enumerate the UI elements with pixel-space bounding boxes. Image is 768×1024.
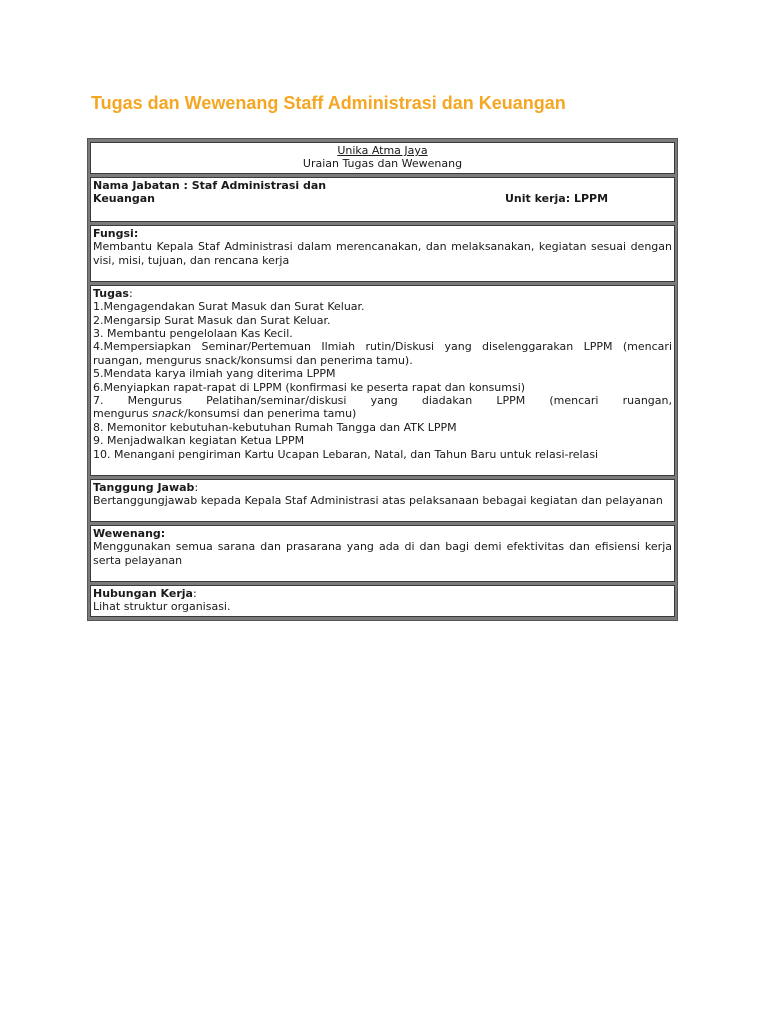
item7-text-italic: snack [152, 407, 185, 421]
header-cell [90, 142, 675, 174]
wewenang-text: Menggunakan semua sarana dan prasarana yang ada di dan bagi demi efektivitas dan efisiensi kerja serta pelayanan [93, 540, 672, 567]
hubungan-row [90, 585, 675, 617]
hubungan-colon: : [192, 586, 197, 600]
hubungan-text: Lihat struktur organisasi. [93, 600, 231, 614]
jabatan-row [90, 177, 675, 222]
tanggung-jawab-text: Bertanggungjawab kepada Kepala Staf Administrasi atas pelaksanaan bebagai kegiatan dan pelayanan [93, 494, 663, 508]
job-title-line1: Nama Jabatan : Staf Administrasi dan [93, 178, 327, 192]
hubungan-heading-line [93, 587, 672, 600]
list-item: 3. Membantu pengelolaan Kas Kecil. [93, 327, 293, 341]
list-item: 9. Menjadwalkan kegiatan Ketua LPPM [93, 434, 305, 448]
tanggung-jawab-cell [90, 479, 675, 522]
org-name: Unika Atma Jaya [337, 144, 428, 157]
fungsi-cell [90, 225, 675, 282]
job-description-table [87, 138, 678, 621]
tugas-heading: Tugas [93, 286, 129, 300]
tanggung-jawab-row [90, 479, 675, 522]
tugas-row [90, 285, 675, 476]
list-item-7-line1: 7. Mengurus Pelatihan/seminar/diskusi yang diadakan LPPM (mencari ruangan, [93, 394, 672, 408]
tugas-heading-line [93, 287, 672, 300]
work-unit: Unit kerja: LPPM [505, 191, 609, 205]
job-title [93, 179, 353, 206]
wewenang-row [90, 525, 675, 582]
tanggung-jawab-heading-line [93, 481, 672, 494]
fungsi-text: Membantu Kepala Staf Administrasi dalam merencanakan, dan melaksanakan, kegiatan sesuai dengan visi, misi, tujuan, dan rencana kerja [93, 240, 672, 267]
list-item: 6.Menyiapkan rapat-rapat di LPPM (konfirmasi ke peserta rapat dan konsumsi) [93, 380, 526, 394]
hubungan-heading: Hubungan Kerja [93, 586, 193, 600]
wewenang-heading: Wewenang: [93, 526, 166, 540]
fungsi-row [90, 225, 675, 282]
list-item: 2.Mengarsip Surat Masuk dan Surat Keluar. [93, 313, 331, 327]
list-item: 1.Mengagendakan Surat Masuk dan Surat Keluar. [93, 300, 365, 314]
job-title-line2: Keuangan [93, 192, 156, 206]
item7-text-a: mengurus [93, 407, 153, 421]
tanggung-jawab-heading: Tanggung Jawab [93, 480, 195, 494]
list-item: 5.Mendata karya ilmiah yang diterima LPPM [93, 367, 336, 381]
doc-subtitle: Uraian Tugas dan Wewenang [302, 157, 463, 171]
item7-text-b: /konsumsi dan penerima tamu) [184, 407, 357, 421]
page-title: Tugas dan Wewenang Staff Administrasi dan Keuangan [91, 93, 566, 113]
fungsi-heading: Fungsi: [93, 226, 139, 240]
tugas-colon: : [128, 286, 133, 300]
tugas-cell [90, 285, 675, 476]
wewenang-cell [90, 525, 675, 582]
header-row [90, 142, 675, 174]
hubungan-cell [90, 585, 675, 617]
list-item: 4.Mempersiapkan Seminar/Pertemuan Ilmiah rutin/Diskusi yang diselenggarakan LPPM (mencari ruangan, mengurus snack/konsumsi dan penerima tamu). [93, 340, 672, 367]
list-item: 8. Memonitor kebutuhan-kebutuhan Rumah Tangga dan ATK LPPM [93, 420, 457, 434]
list-item: 10. Menangani pengiriman Kartu Ucapan Lebaran, Natal, dan Tahun Baru untuk relasi-relasi [93, 447, 599, 461]
jabatan-cell [90, 177, 675, 222]
tanggung-jawab-colon: : [194, 480, 199, 494]
list-item-7-line2 [93, 407, 672, 420]
